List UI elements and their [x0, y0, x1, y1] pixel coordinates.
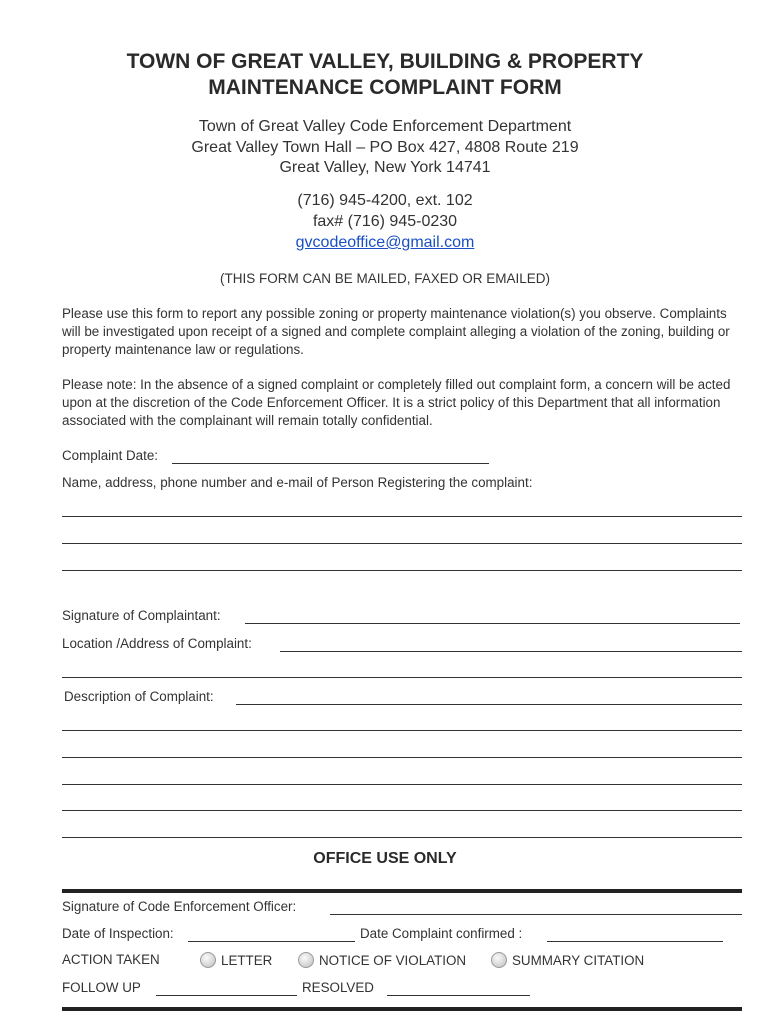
- address-line-2: Great Valley, New York 14741: [279, 159, 491, 176]
- form-title-line-2: MAINTENANCE COMPLAINT FORM: [208, 76, 562, 99]
- complaint-date-field[interactable]: [172, 449, 489, 464]
- option-summary-citation[interactable]: [491, 952, 644, 968]
- description-line-5[interactable]: [62, 837, 742, 838]
- location-field[interactable]: [280, 637, 742, 652]
- letter-label: LETTER: [221, 953, 273, 968]
- mail-note: (THIS FORM CAN BE MAILED, FAXED OR EMAILED): [219, 271, 551, 286]
- complaint-date-label: Complaint Date:: [62, 448, 159, 463]
- summary-citation-radio[interactable]: [491, 952, 507, 968]
- description-field[interactable]: [236, 690, 742, 705]
- address-line-1: Great Valley Town Hall – PO Box 427, 4808 Route 219: [191, 139, 579, 156]
- inspection-date-field[interactable]: [188, 927, 355, 942]
- resolved-field[interactable]: [387, 981, 530, 996]
- intro-paragraph: Please use this form to report any possible zoning or property maintenance violation(s) you observe. Complaints will be investigated upon receipt of a signed and complete complaint alleging a violation of the zoning, building or property maintenance law or regulations.: [62, 306, 730, 357]
- action-taken-label: ACTION TAKEN: [62, 952, 160, 967]
- fax-number: fax# (716) 945-0230: [312, 213, 458, 230]
- office-divider-bottom: [62, 1007, 742, 1011]
- letter-radio[interactable]: [200, 952, 216, 968]
- option-letter[interactable]: [200, 952, 272, 968]
- name-address-line-2[interactable]: [62, 543, 742, 544]
- description-line-1[interactable]: [62, 730, 742, 731]
- confirmed-date-field[interactable]: [547, 927, 723, 942]
- officer-signature-label: Signature of Code Enforcement Officer:: [62, 899, 297, 914]
- name-address-line-3[interactable]: [62, 570, 742, 571]
- description-line-3[interactable]: [62, 784, 742, 785]
- notice-of-violation-radio[interactable]: [298, 952, 314, 968]
- summary-citation-label: SUMMARY CITATION: [512, 953, 645, 968]
- follow-up-field[interactable]: [156, 981, 297, 996]
- location-extra-line[interactable]: [62, 677, 742, 678]
- confirmed-date-label: Date Complaint confirmed :: [360, 926, 523, 941]
- location-label: Location /Address of Complaint:: [62, 636, 252, 651]
- inspection-date-label: Date of Inspection:: [62, 926, 174, 941]
- notice-of-violation-label: NOTICE OF VIOLATION: [319, 953, 467, 968]
- description-label: Description of Complaint:: [64, 689, 214, 704]
- name-address-label: Name, address, phone number and e-mail of Person Registering the complaint:: [62, 475, 533, 490]
- department-name: Town of Great Valley Code Enforcement Department: [198, 118, 572, 135]
- office-use-heading: OFFICE USE ONLY: [313, 850, 457, 867]
- description-line-4[interactable]: [62, 810, 742, 811]
- description-line-2[interactable]: [62, 757, 742, 758]
- form-title-line-1: TOWN OF GREAT VALLEY, BUILDING & PROPERTY: [126, 50, 644, 73]
- name-address-line-1[interactable]: [62, 516, 742, 517]
- follow-up-label: FOLLOW UP: [62, 980, 141, 995]
- office-divider-top: [62, 889, 742, 893]
- email-link-wrap: [0, 232, 770, 253]
- resolved-label: RESOLVED: [302, 980, 374, 995]
- signature-field[interactable]: [245, 609, 740, 624]
- option-notice-of-violation[interactable]: [298, 952, 466, 968]
- officer-signature-field[interactable]: [330, 900, 742, 915]
- email-link[interactable]: gvcodeoffice@gmail.com: [295, 234, 475, 251]
- signature-label: Signature of Complaintant:: [62, 608, 221, 623]
- phone-number: (716) 945-4200, ext. 102: [297, 192, 473, 209]
- note-paragraph: Please note: In the absence of a signed complaint or completely filled out complaint form, a concern will be acted upon at the discretion of the Code Enforcement Officer. It is a strict policy of this Department that all information associated with the complainant will remain totally confidential.: [62, 377, 731, 428]
